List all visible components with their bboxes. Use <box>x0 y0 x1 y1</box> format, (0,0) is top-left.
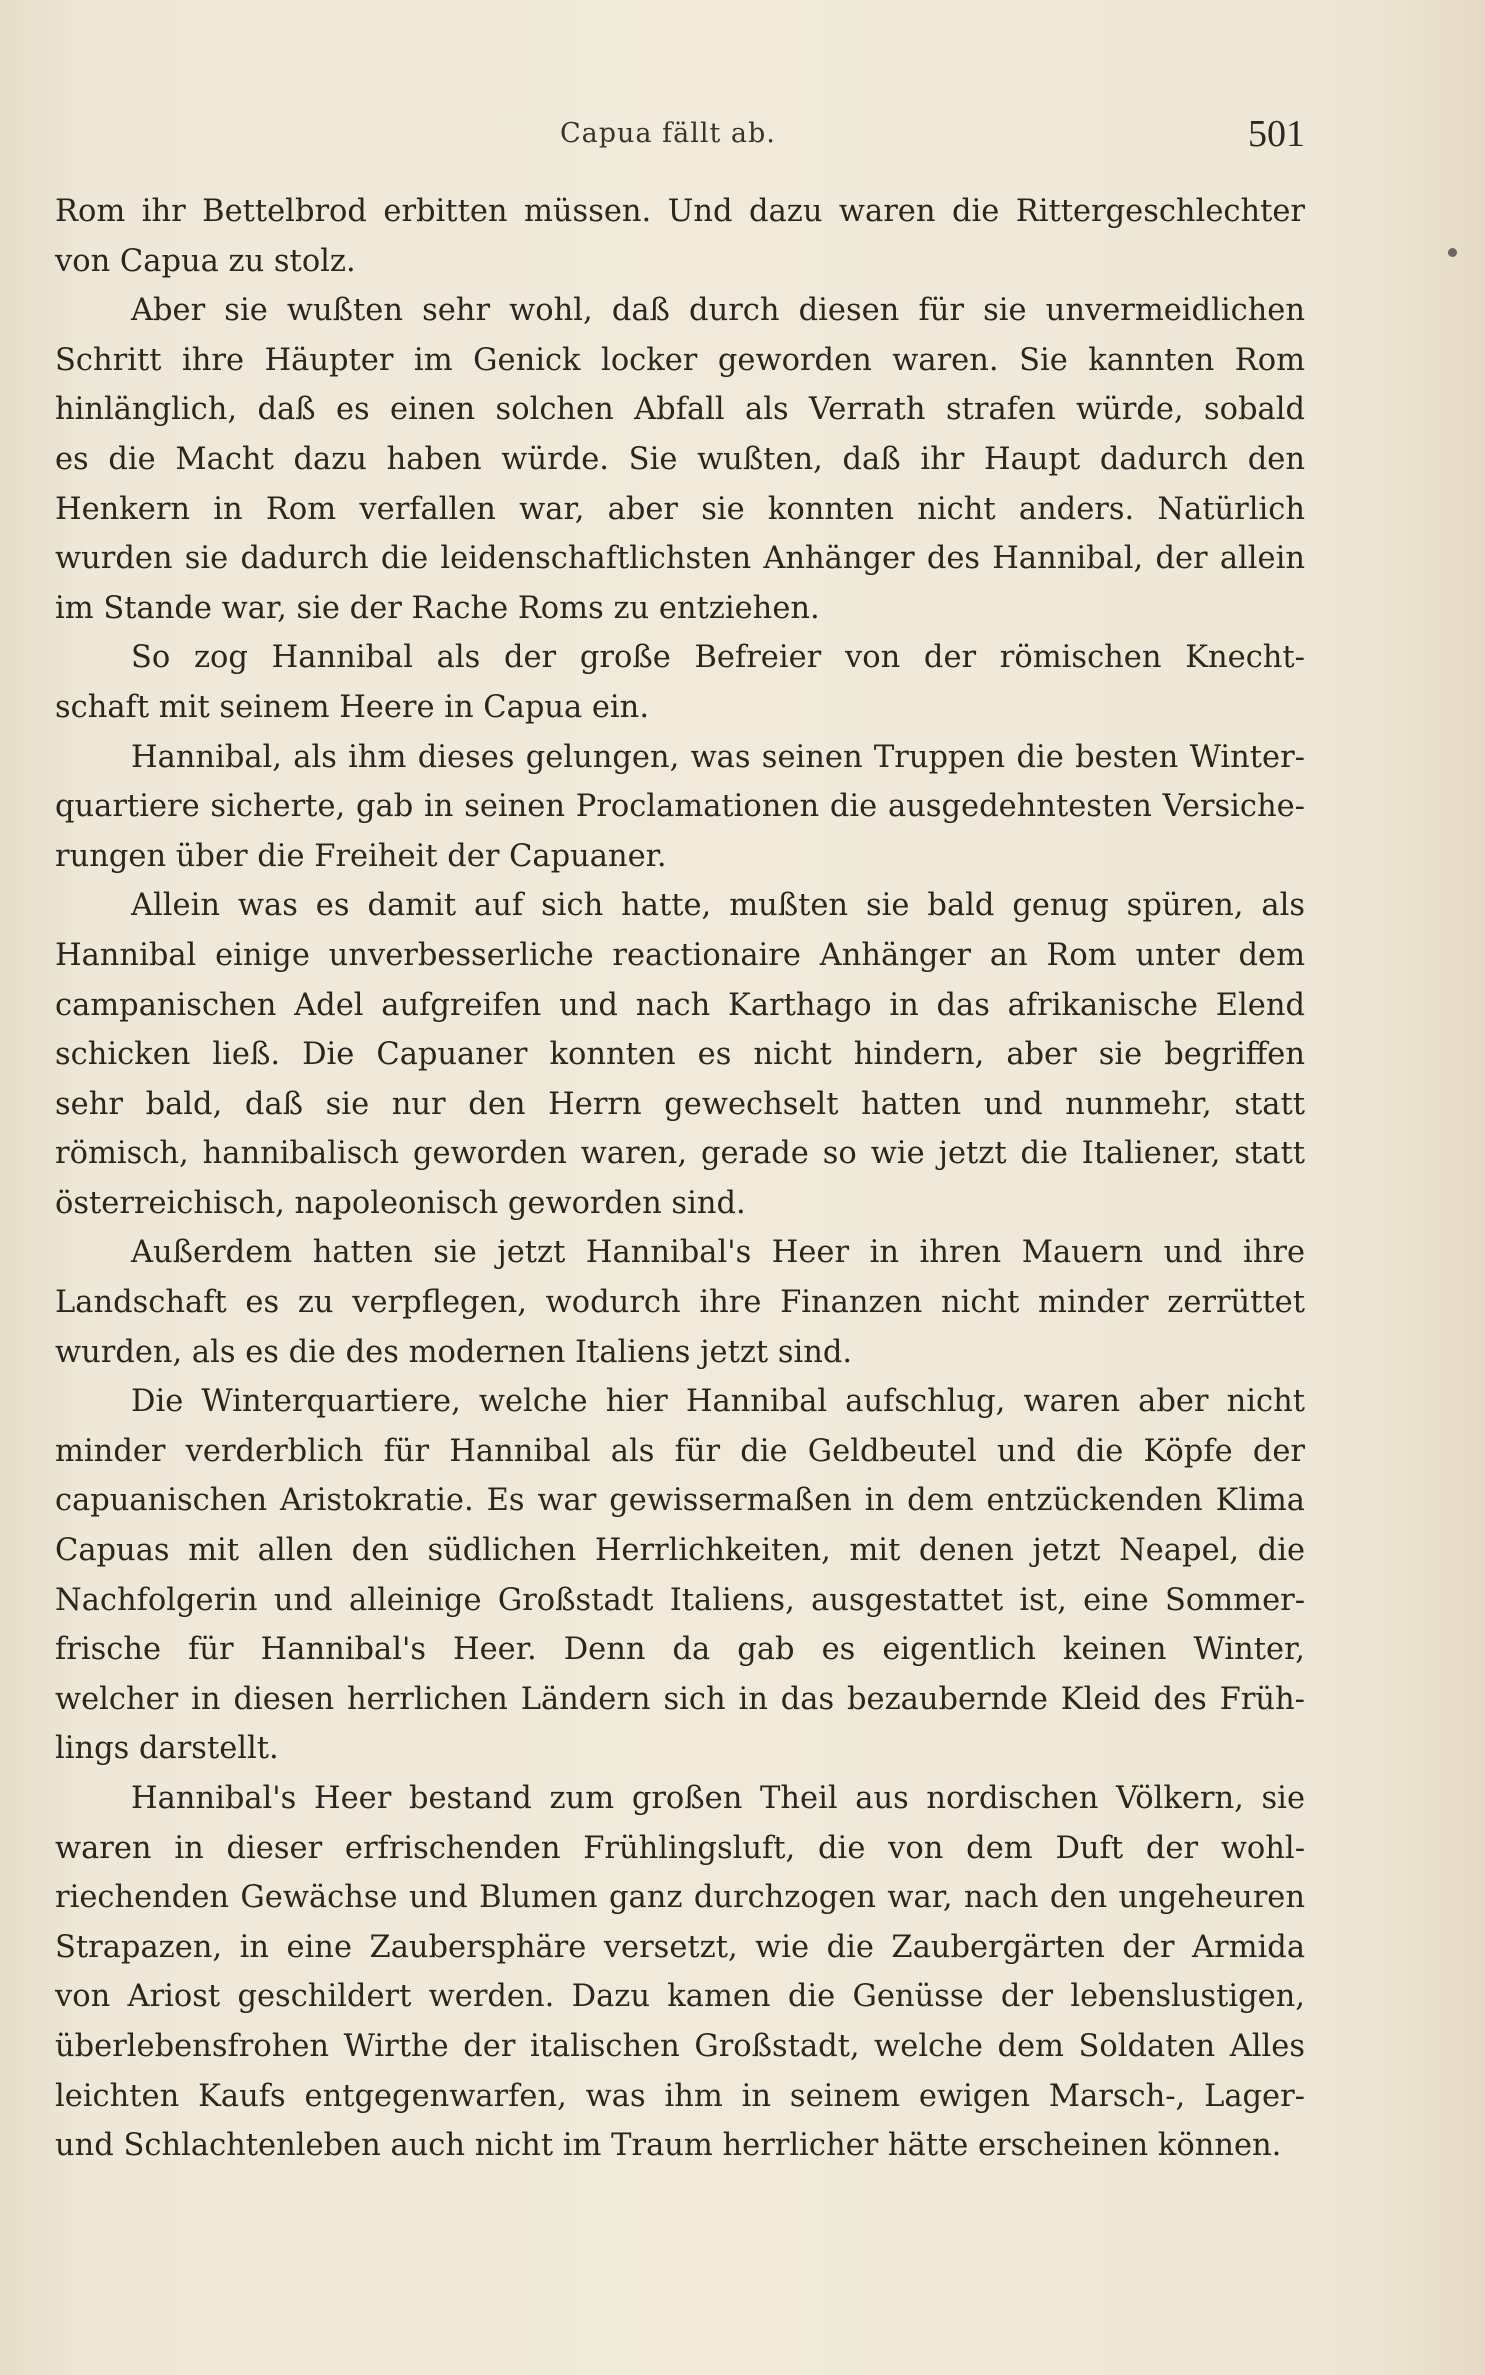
text-line: und Schlachtenleben auch nicht im Traum herrlicher hätte erscheinen können. <box>55 2128 1282 2164</box>
text-line: Hannibal, als ihm dieses gelungen, was seinen Truppen die besten Winter- <box>131 739 1305 775</box>
text-line: Capuas mit allen den südlichen Herrlichkeiten, mit denen jetzt Neapel, die <box>55 1533 1305 1569</box>
paragraph <box>55 187 1305 286</box>
text-line: römisch, hannibalisch geworden waren, gerade so wie jetzt die Italiener, statt <box>55 1136 1305 1172</box>
text-line: wurden, als es die des modernen Italiens jetzt sind. <box>55 1334 853 1370</box>
text-line: leichten Kaufs entgegenwarfen, was ihm in seinem ewigen Marsch-, Lager- <box>55 2078 1305 2114</box>
paragraph <box>55 1228 1305 1377</box>
text-line: sehr bald, daß sie nur den Herrn gewechselt hatten und nunmehr, statt <box>55 1086 1305 1122</box>
text-line: welcher in diesen herrlichen Ländern sich in das bezaubernde Kleid des Früh- <box>55 1681 1305 1717</box>
paragraph <box>55 286 1305 633</box>
text-line: Henkern in Rom verfallen war, aber sie konnten nicht anders. Natürlich <box>55 491 1305 527</box>
text-line: Nachfolgerin und alleinige Großstadt Italiens, ausgestattet ist, eine Sommer- <box>55 1582 1305 1618</box>
text-line: es die Macht dazu haben würde. Sie wußten, daß ihr Haupt dadurch den <box>55 441 1305 477</box>
text-line: Hannibal einige unverbesserliche reactionaire Anhänger an Rom unter dem <box>55 937 1305 973</box>
text-line: campanischen Adel aufgreifen und nach Karthago in das afrikanische Elend <box>55 987 1305 1023</box>
paragraph <box>55 633 1305 732</box>
text-line: im Stande war, sie der Rache Roms zu entziehen. <box>55 590 820 626</box>
text-line: quartiere sicherte, gab in seinen Proclamationen die ausgedehntesten Versiche- <box>55 789 1305 825</box>
margin-dot-mark <box>1448 248 1457 257</box>
text-line: Landschaft es zu verpflegen, wodurch ihre Finanzen nicht minder zerrüttet <box>55 1285 1305 1321</box>
text-line: wurden sie dadurch die leidenschaftlichsten Anhänger des Hannibal, der allein <box>55 541 1305 577</box>
paragraph <box>55 881 1305 1228</box>
text-line: schaft mit seinem Heere in Capua ein. <box>55 689 650 725</box>
text-line: Strapazen, in eine Zaubersphäre versetzt, wie die Zaubergärten der Armida <box>55 1929 1305 1965</box>
text-line: Hannibal's Heer bestand zum großen Theil aus nordischen Völkern, sie <box>131 1781 1305 1816</box>
running-head: Capua fällt ab. <box>560 118 776 149</box>
text-line: Die Winterquartiere, welche hier Hannibal aufschlug, waren aber nicht <box>131 1384 1305 1420</box>
text-line: hinlänglich, daß es einen solchen Abfall als Verrath strafen würde, sobald <box>55 392 1305 428</box>
paragraph <box>55 1774 1305 2171</box>
page-header <box>55 112 1305 168</box>
paragraph <box>55 733 1305 882</box>
text-line: Außerdem hatten sie jetzt Hannibal's Heer in ihren Mauern und ihre <box>131 1235 1305 1271</box>
text-line: rungen über die Freiheit der Capuaner. <box>55 838 667 874</box>
text-line: Aber sie wußten sehr wohl, daß durch diesen für sie unvermeidlichen <box>131 293 1305 329</box>
text-line: überlebensfrohen Wirthe der italischen Großstadt, welche dem Soldaten Alles <box>55 2028 1305 2064</box>
paragraph <box>55 1377 1305 1774</box>
text-line: Allein was es damit auf sich hatte, mußten sie bald genug spüren, als <box>131 888 1305 924</box>
text-line: frische für Hannibal's Heer. Denn da gab es eigentlich keinen Winter, <box>55 1632 1305 1668</box>
text-line: Schritt ihre Häupter im Genick locker geworden waren. Sie kannten Rom <box>55 342 1305 378</box>
text-line: von Capua zu stolz. <box>55 243 356 279</box>
text-line: Rom ihr Bettelbrod erbitten müssen. Und dazu waren die Rittergeschlechter <box>55 194 1305 229</box>
text-line: schicken ließ. Die Capuaner konnten es nicht hindern, aber sie begriffen <box>55 1037 1305 1073</box>
text-line: von Ariost geschildert werden. Dazu kamen die Genüsse der lebenslustigen, <box>55 1979 1305 2015</box>
text-line: lings darstellt. <box>55 1731 279 1767</box>
page-number: 501 <box>1248 113 1305 155</box>
text-line: So zog Hannibal als der große Befreier von der römischen Knecht- <box>131 640 1305 676</box>
text-line: minder verderblich für Hannibal als für die Geldbeutel und die Köpfe der <box>55 1433 1305 1469</box>
text-line: riechenden Gewächse und Blumen ganz durchzogen war, nach den ungeheuren <box>55 1880 1305 1916</box>
text-line: waren in dieser erfrischenden Frühlingsluft, die von dem Duft der wohl- <box>55 1830 1305 1866</box>
body-text <box>55 187 1305 2171</box>
text-line: österreichisch, napoleonisch geworden sind. <box>55 1185 746 1221</box>
text-line: capuanischen Aristokratie. Es war gewissermaßen in dem entzückenden Klima <box>55 1483 1305 1519</box>
